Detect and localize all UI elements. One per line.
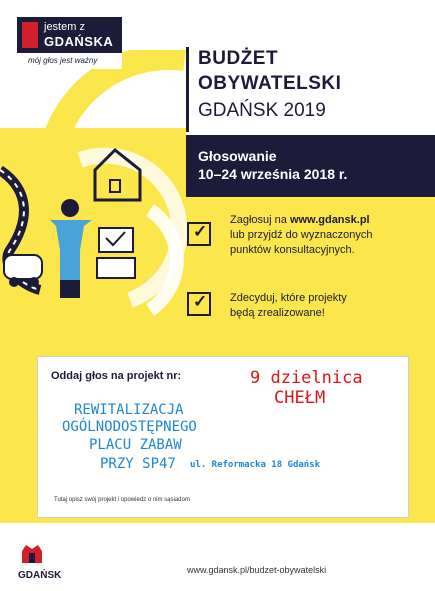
project-line3: PLACU ZABAW — [89, 437, 182, 453]
gdansk-crest-icon — [20, 543, 44, 565]
info-decide-line2: będą zrealizowane! — [230, 307, 325, 319]
project-line1: REWITALIZACJA — [74, 402, 184, 418]
illustration — [0, 50, 190, 350]
yellow-arc — [55, 57, 185, 140]
logo-tagline: mój głos jest ważny — [28, 56, 98, 65]
district-line2: CHEŁM — [274, 388, 326, 408]
ballot-icon — [99, 228, 133, 252]
form-footnote: Tutaj opisz swój projekt i opowiedz o nim sąsiadom — [54, 497, 190, 503]
district-line1: 9 dzielnica — [250, 368, 363, 388]
footer-city: GDAŃSK — [18, 570, 62, 581]
logo-line1: jestem z — [44, 21, 85, 33]
voting-heading: Głosowanie — [198, 148, 277, 164]
title-rule — [186, 47, 189, 132]
checkbox-icon: ✓ — [187, 222, 211, 246]
info-vote-prefix: Zagłosuj na — [230, 214, 290, 226]
info-vote-site: www.gdansk.pl — [289, 214, 370, 226]
crest-icon — [22, 22, 38, 48]
logo-line2: GDAŃSKA — [44, 34, 114, 49]
person-head — [61, 199, 79, 217]
info-vote-line3: punktów konsultacyjnych. — [230, 244, 355, 256]
person-body — [50, 220, 92, 280]
footer-url[interactable]: www.gdansk.pl/budzet-obywatelski — [187, 565, 327, 575]
info-decide-line1: Zdecyduj, które projekty — [230, 292, 347, 304]
title-line3: GDAŃSK 2019 — [198, 100, 326, 121]
project-address: ul. Reformacka 18 Gdańsk — [190, 460, 321, 470]
person-legs — [60, 280, 80, 298]
voting-dates: 10–24 września 2018 r. — [198, 166, 348, 182]
title-line2: OBYWATELSKI — [198, 73, 342, 94]
project-line2: OGÓLNODOSTĘPNEGO — [62, 419, 197, 435]
title-line1: BUDŻET — [198, 48, 279, 69]
info-vote — [230, 213, 372, 258]
checkbox-icon: ✓ — [187, 292, 211, 316]
info-decide — [230, 291, 347, 321]
car-icon — [4, 255, 42, 279]
info-vote-line2: lub przyjdź do wyznaczonych — [230, 229, 373, 241]
keyboard-icon — [97, 258, 135, 278]
form-label: Oddaj głos na projekt nr: — [51, 370, 182, 382]
project-line4: PRZY SP47 — [100, 456, 176, 472]
